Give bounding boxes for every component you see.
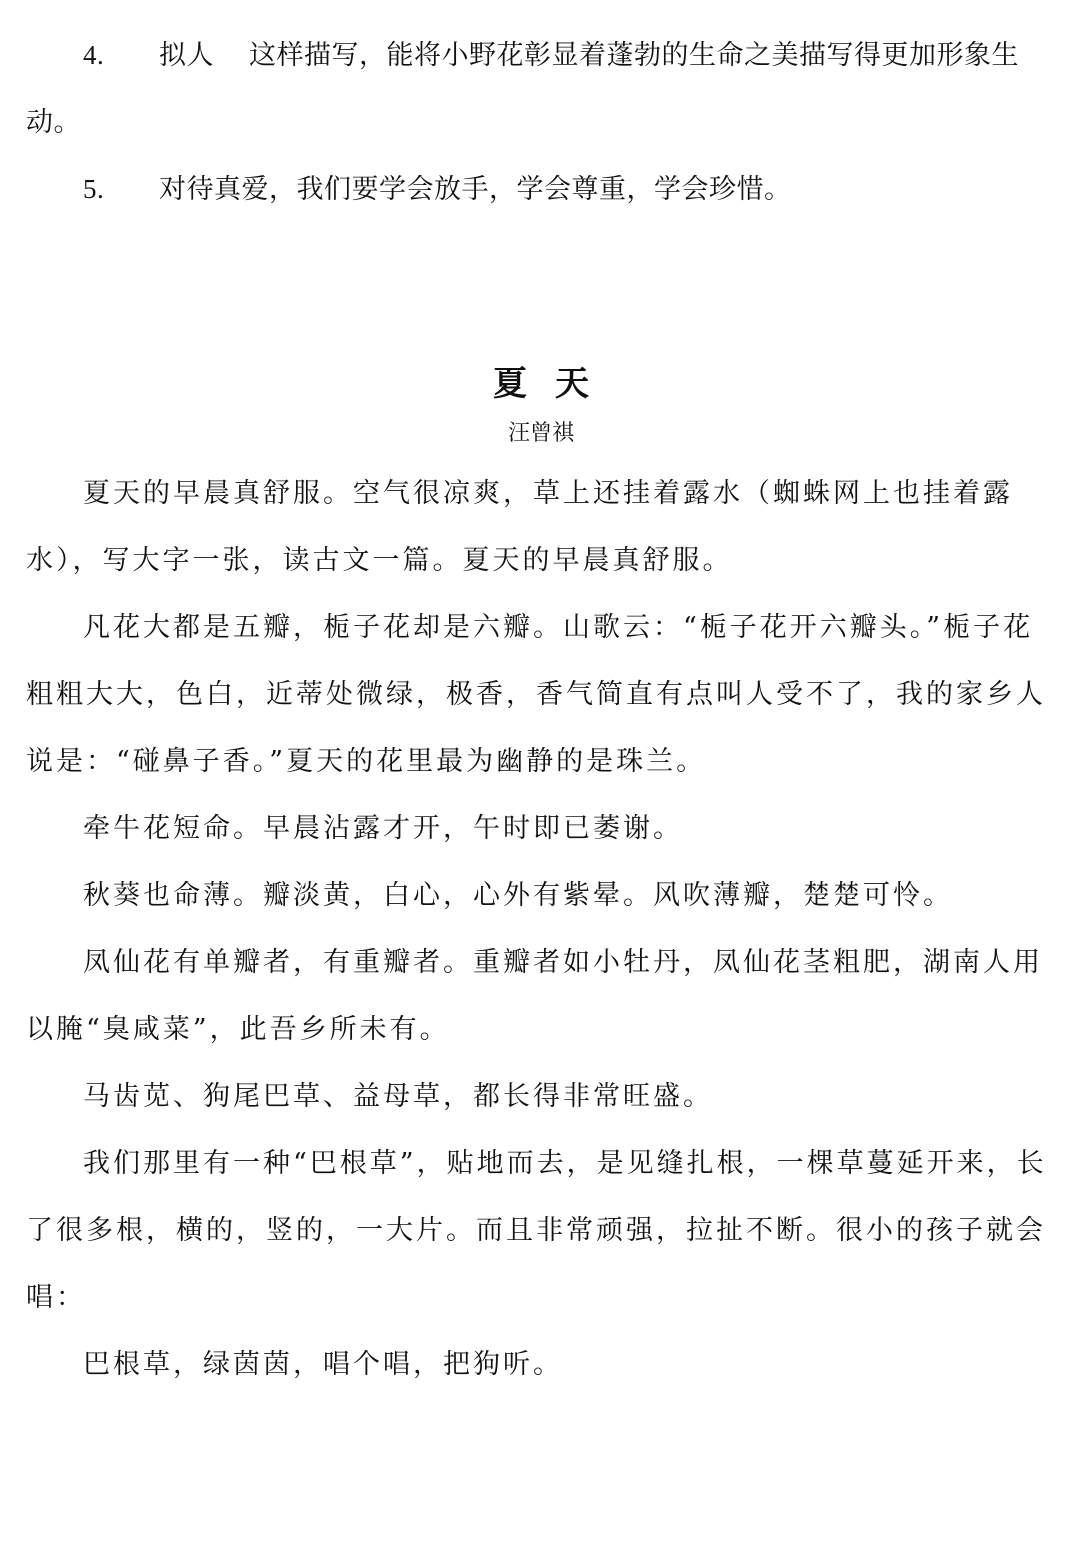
paragraph: 牵牛花短命。早晨沾露才开，午时即已萎谢。 [83,813,683,844]
answer-number: 4. [83,40,105,70]
paragraph: 凡花大都是五瓣，栀子花却是六瓣。山歌云：“栀子花开六瓣头。”栀子花粗粗大大，色白，近蒂处微绿，极香，香气简直有点叫人受不了，我的家乡人说是：“碰鼻子香。”夏天的花里最为幽静的是珠兰。 [26,612,1046,777]
paragraph: 巴根草，绿茵茵，唱个唱，把狗听。 [83,1349,563,1380]
answer-item [26,22,1056,156]
article [26,354,1056,1398]
paragraph: 夏天的早晨真舒服。空气很凉爽，草上还挂着露水（蜘蛛网上也挂着露水），写大字一张，读古文一篇。夏天的早晨真舒服。 [26,478,1013,576]
paragraph: 秋葵也命薄。瓣淡黄，白心，心外有紫晕。风吹薄瓣，楚楚可怜。 [83,880,953,911]
answer-tag: 拟人 [159,40,214,71]
answer-number: 5. [83,174,105,204]
article-body [26,460,1056,1398]
paragraph: 马齿苋、狗尾巴草、益母草，都长得非常旺盛。 [83,1081,713,1112]
answer-item [26,156,1056,223]
answer-list [26,22,1056,223]
answer-text: 这样描写，能将小野花彰显着蓬勃的生命之美描写得更加形象生动。 [26,40,1019,138]
answer-text: 对待真爱，我们要学会放手，学会尊重，学会珍惜。 [159,174,792,205]
article-author: 汪曾祺 [507,421,574,446]
paragraph: 我们那里有一种“巴根草”，贴地而去，是见缝扎根，一棵草蔓延开来，长了很多根，横的，竖的，一大片。而且非常顽强，拉扯不断。很小的孩子就会唱： [26,1148,1047,1313]
paragraph: 凤仙花有单瓣者，有重瓣者。重瓣者如小牡丹，凤仙花茎粗肥，湖南人用以腌“臭咸菜”，此吾乡所未有。 [26,947,1043,1045]
article-title: 夏天 [493,364,617,404]
